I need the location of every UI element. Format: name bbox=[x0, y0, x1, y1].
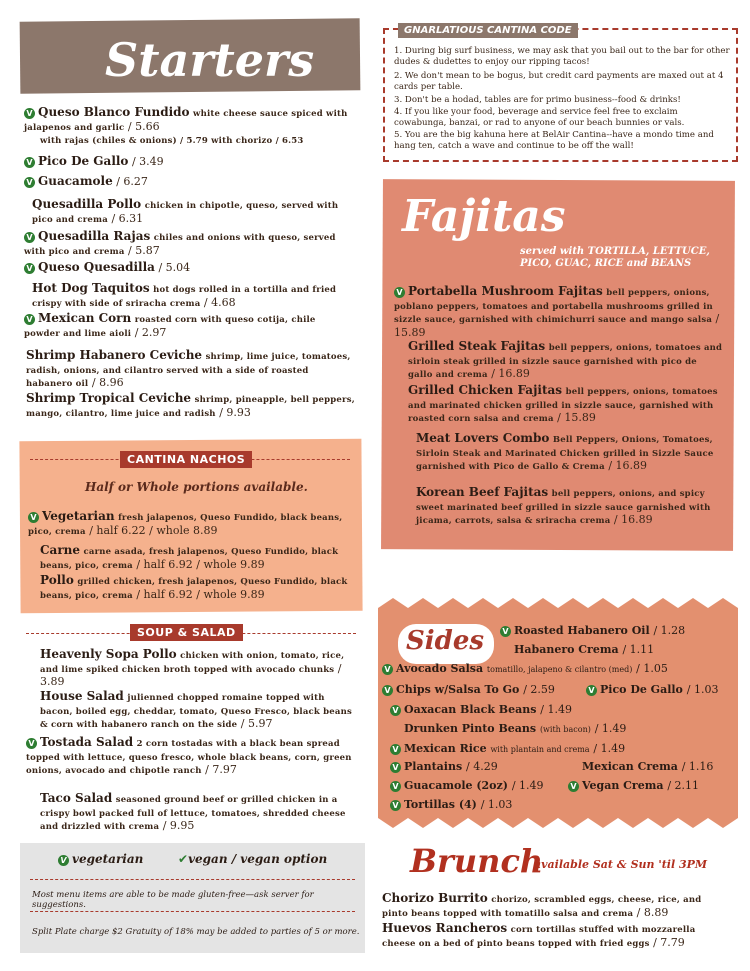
vegetarian-icon: V bbox=[394, 287, 405, 298]
vegetarian-icon: V bbox=[58, 855, 69, 866]
code-rule: 5. You are the big kahuna here at BelAir Cantina--have a mondo time and hang ten, catch a wave and continue to be off the wall! bbox=[394, 130, 714, 151]
side-item: Mexican Crema / 1.16 bbox=[582, 760, 714, 773]
soup-title: SOUP & SALAD bbox=[130, 624, 243, 641]
soup-item: V Tostada Salad 2 corn tostadas with a black bean spread topped with lettuce, queso fresco, whole black beans, corn, green onions, avocado and chipotle ranch / 7.97 bbox=[26, 735, 352, 776]
nachos-item: V Vegetarian fresh jalapenos, Queso Fundido, black beans, pico, crema / half 6.22 / whole 8.89 bbox=[28, 509, 343, 537]
starter-item: Quesadilla Pollo chicken in chipotle, queso, served with pico and crema / 6.31 bbox=[32, 197, 339, 225]
starter-item: Shrimp Tropical Ceviche shrimp, pineapple, bell peppers, mango, cilantro, lime juice and radish / 9.93 bbox=[26, 391, 355, 419]
fajitas-item: Grilled Steak Fajitas bell peppers, onions, tomatoes and sirloin steak grilled in sizzle sauce garnished with pico de gallo and crema / 16.89 bbox=[408, 339, 723, 380]
side-item: Habanero Crema / 1.11 bbox=[514, 643, 655, 656]
brunch-item: Chorizo Burrito chorizo, scrambled eggs, cheese, rice, and pinto beans topped with tomatillo salsa and crema / 8.89 bbox=[382, 891, 702, 919]
legend-split: Split Plate charge $2 Gratuity of 18% may be added to parties of 5 or more. bbox=[32, 927, 360, 937]
side-item: V Mexican Rice with plantain and crema / 1.49 bbox=[390, 742, 625, 755]
vegetarian-icon: V bbox=[390, 781, 401, 792]
vegetarian-icon: V bbox=[568, 781, 579, 792]
vegetarian-icon: V bbox=[26, 738, 37, 749]
vegan-icon: ✔ bbox=[178, 852, 189, 866]
side-item: V Roasted Habanero Oil / 1.28 bbox=[500, 624, 685, 637]
vegetarian-icon: V bbox=[24, 232, 35, 243]
fajitas-item: Meat Lovers Combo Bell Peppers, Onions, Tomatoes, Sirloin Steak and Marinated Chicken grilled in Sizzle Sauce garnished with Pico de Gallo & Crema / 16.89 bbox=[416, 431, 714, 472]
vegetarian-icon: V bbox=[24, 314, 35, 325]
divider bbox=[30, 911, 355, 912]
soup-item: Heavenly Sopa Pollo chicken with onion, tomato, rice, and lime spiked chicken broth topped with avocado chunks / 3.89 bbox=[40, 647, 345, 688]
soup-item: Taco Salad seasoned ground beef or grilled chicken in a crispy bowl packed full of lettuce, tomatoes, shredded cheese and drizzled with crema / 9.95 bbox=[40, 791, 346, 832]
side-item: V Avocado Salsa tomatillo, jalapeno & cilantro (med) / 1.05 bbox=[382, 662, 668, 675]
nachos-title: CANTINA NACHOS bbox=[120, 451, 252, 468]
fajitas-subtitle: served with TORTILLA, LETTUCE, PICO, GUAC, RICE and BEANS bbox=[520, 246, 710, 269]
starter-item: with rajas (chiles & onions) / 5.79 with chorizo / 6.53 bbox=[40, 136, 304, 146]
vegetarian-icon: V bbox=[382, 664, 393, 675]
nachos-item: Carne carne asada, fresh jalapenos, Queso Fundido, black beans, pico, crema / half 6.92 / whole 9.89 bbox=[40, 543, 339, 571]
vegetarian-icon: V bbox=[24, 157, 35, 168]
code-rule: 1. During big surf business, we may ask that you bail out to the bar for other dudes & dudettes to enjoy our ripping tacos! bbox=[394, 46, 730, 67]
code-rule: 3. Don't be a hodad, tables are for primo business--food & drinks! bbox=[394, 95, 681, 105]
starter-item: V Queso Blanco Fundido white cheese sauce spiced with jalapenos and garlic / 5.66 bbox=[24, 105, 348, 133]
starter-item: V Pico De Gallo / 3.49 bbox=[24, 155, 354, 169]
vegetarian-icon: V bbox=[28, 512, 39, 523]
legend-vegetarian: V vegetarian bbox=[58, 852, 143, 866]
nachos-subtitle: Half or Whole portions available. bbox=[85, 480, 308, 494]
sides-title: Sides bbox=[406, 626, 485, 656]
legend-vegan: ✔vegan / vegan option bbox=[178, 852, 328, 866]
side-item: V Plantains / 4.29 bbox=[390, 760, 498, 773]
fajitas-title: Fajitas bbox=[402, 191, 566, 242]
side-item: V Vegan Crema / 2.11 bbox=[568, 779, 699, 792]
nachos-item: Pollo grilled chicken, fresh jalapenos, Queso Fundido, black beans, pico, crema / half 6.92 / whole 9.89 bbox=[40, 573, 348, 601]
vegetarian-icon: V bbox=[24, 177, 35, 188]
starter-item: V Queso Quesadilla / 5.04 bbox=[24, 261, 354, 275]
code-rule: 4. If you like your food, beverage and service feel free to exclaim cowabunga, banzai, or rad to anyone of our beach bunnies or vals. bbox=[394, 107, 685, 128]
brunch-item: Huevos Rancheros corn tortillas stuffed with mozzarella cheese on a bed of pinto beans topped with fried eggs / 7.79 bbox=[382, 921, 696, 949]
vegetarian-icon: V bbox=[390, 705, 401, 716]
brunch-title: Brunch bbox=[410, 842, 544, 880]
starters-title: Starters bbox=[105, 33, 315, 87]
vegetarian-icon: V bbox=[500, 626, 511, 637]
starter-item: V Mexican Corn roasted corn with queso cotija, chile powder and lime aioli / 2.97 bbox=[24, 311, 316, 339]
code-title: GNARLATIOUS CANTINA CODE bbox=[398, 23, 578, 38]
side-item: V Tortillas (4) / 1.03 bbox=[390, 798, 512, 811]
side-item: V Guacamole (2oz) / 1.49 bbox=[390, 779, 544, 792]
side-item: V Chips w/Salsa To Go / 2.59 bbox=[382, 683, 555, 696]
vegetarian-icon: V bbox=[24, 263, 35, 274]
side-item: V Oaxacan Black Beans / 1.49 bbox=[390, 703, 572, 716]
vegetarian-icon: V bbox=[390, 800, 401, 811]
vegetarian-icon: V bbox=[382, 685, 393, 696]
code-rule: 2. We don't mean to be bogus, but credit card payments are maxed out at 4 cards per table. bbox=[394, 71, 724, 92]
side-item: V Pico De Gallo / 1.03 bbox=[586, 683, 718, 696]
starter-item: Hot Dog Taquitos hot dogs rolled in a tortilla and fried crispy with side of sriracha crema / 4.68 bbox=[32, 281, 337, 309]
starter-item: V Quesadilla Rajas chiles and onions with queso, served with pico and crema / 5.87 bbox=[24, 229, 336, 257]
vegetarian-icon: V bbox=[586, 685, 597, 696]
vegetarian-icon: V bbox=[24, 108, 35, 119]
starter-item: V Guacamole / 6.27 bbox=[24, 175, 354, 189]
vegetarian-icon: V bbox=[390, 762, 401, 773]
soup-item: House Salad julienned chopped romaine topped with bacon, boiled egg, cheddar, tomato, Queso Fresco, black beans & corn with habanero ranch on the side / 5.97 bbox=[40, 689, 352, 730]
side-item: Drunken Pinto Beans (with bacon) / 1.49 bbox=[404, 722, 627, 735]
legend-gluten: Most menu items are able to be made gluten-free—ask server for suggestions. bbox=[32, 890, 314, 910]
vegetarian-icon: V bbox=[390, 744, 401, 755]
starter-item: Shrimp Habanero Ceviche shrimp, lime juice, tomatoes, radish, onions, and cilantro served with a side of roasted habanero oil / 8.96 bbox=[26, 348, 351, 389]
fajitas-item: V Portabella Mushroom Fajitas bell peppers, onions, poblano peppers, tomatoes and portabella mushrooms grilled in sizzle sauce, garnished with chimichurri sauce and mango salsa / 15.89 bbox=[394, 284, 720, 339]
fajitas-item: Grilled Chicken Fajitas bell peppers, onions, tomatoes and marinated chicken grilled in sizzle sauce, garnished with roasted corn salsa and crema / 15.89 bbox=[408, 383, 718, 424]
fajitas-item: Korean Beef Fajitas bell peppers, onions, and spicy sweet marinated beef grilled in sizzle sauce garnished with jicama, carrots, salsa & sriracha crema / 16.89 bbox=[416, 485, 711, 526]
divider bbox=[30, 879, 355, 880]
brunch-subtitle: available Sat & Sun 'til 3PM bbox=[534, 858, 708, 871]
